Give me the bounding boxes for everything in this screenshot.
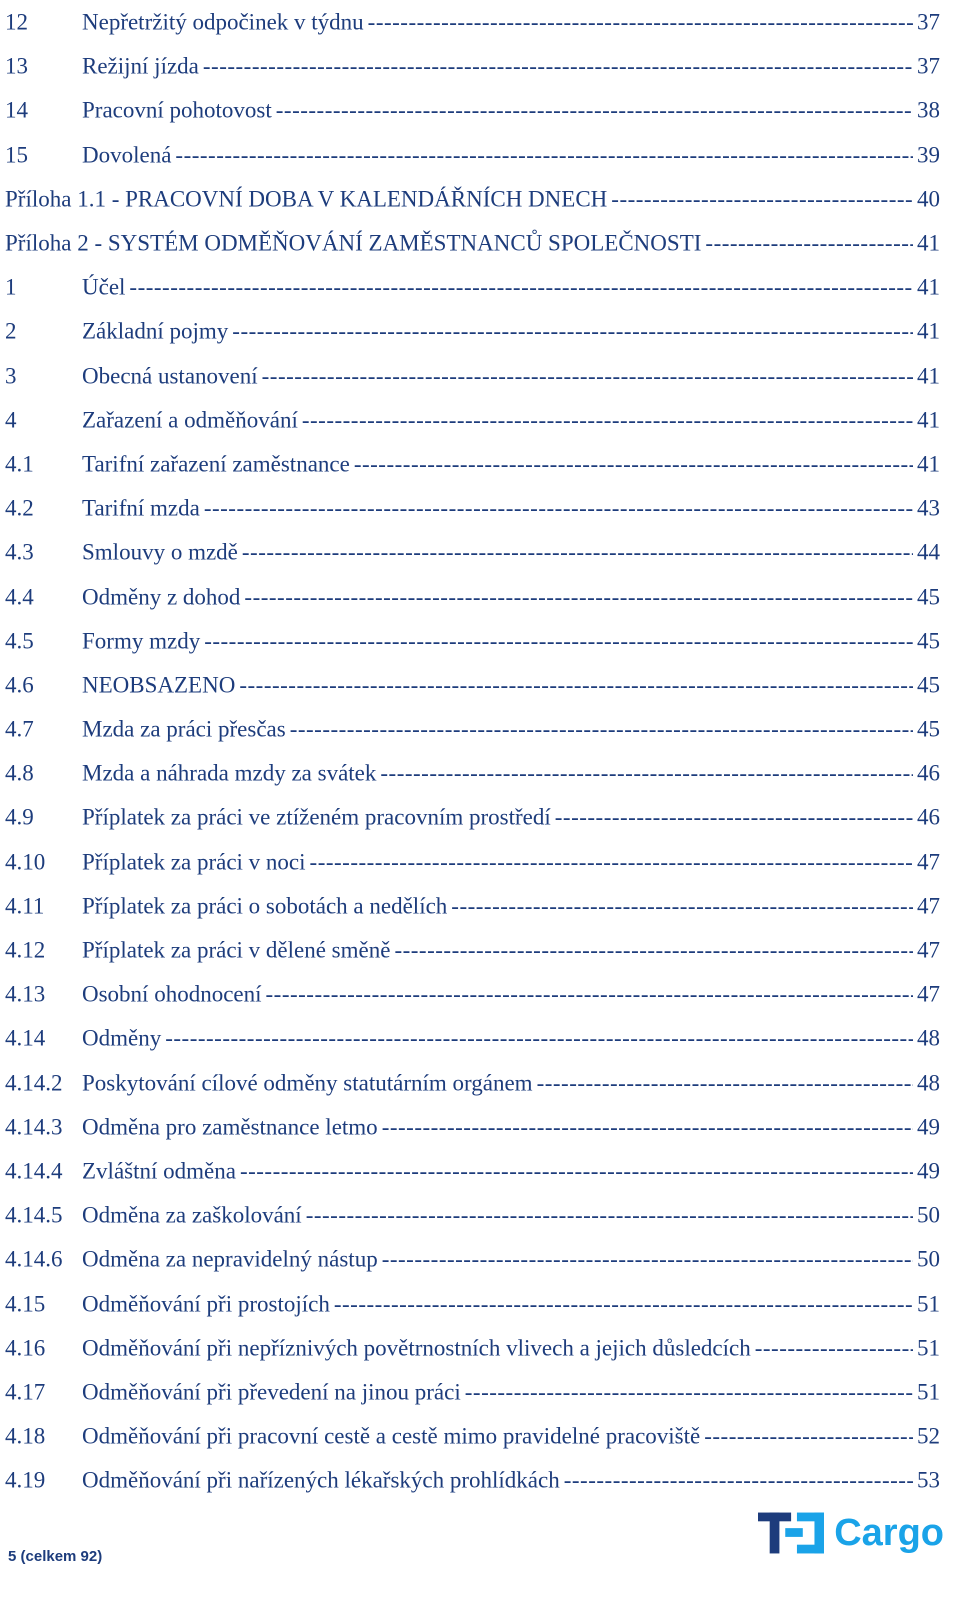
toc-entry-page: 40	[917, 186, 940, 212]
toc-entry[interactable]	[0, 221, 960, 265]
toc-entry-page: 50	[917, 1202, 940, 1228]
toc-entry-title: Odměna za nepravidelný nástup	[82, 1246, 378, 1272]
toc-entry-number: 4.11	[5, 893, 45, 919]
toc-entry-number: 4.15	[5, 1291, 46, 1317]
toc-entry-title: Zvláštní odměna	[82, 1158, 236, 1184]
toc-entry-line	[5, 187, 940, 210]
toc-entry-number: 3	[5, 363, 17, 389]
toc-entry[interactable]	[0, 1370, 960, 1414]
toc-entry-title: Příloha 1.1 - PRACOVNÍ DOBA V KALENDÁŘNÍCH DNECH	[5, 186, 608, 212]
toc-entry-page: 46	[917, 804, 940, 830]
toc-entry-number: 4.3	[5, 539, 34, 565]
toc-entry-title: Osobní ohodnocení	[82, 981, 262, 1007]
toc-dot-leader	[465, 1380, 913, 1403]
toc-entry-line	[82, 11, 940, 34]
toc-entry-number: 4.14.3	[5, 1114, 63, 1140]
toc-entry-page: 50	[917, 1246, 940, 1272]
toc-entry-title: Režijní jízda	[82, 53, 199, 79]
toc-entry-number: 4.14.6	[5, 1246, 63, 1272]
toc-entry-page: 45	[917, 716, 940, 742]
toc-entry[interactable]	[0, 265, 960, 309]
toc-entry-page: 38	[917, 97, 940, 123]
toc-entry-page: 41	[917, 407, 940, 433]
toc-dot-leader	[175, 143, 913, 166]
toc-dot-leader	[203, 55, 913, 78]
toc-entry-page: 51	[917, 1335, 940, 1361]
toc-entry[interactable]	[0, 928, 960, 972]
toc-dot-leader	[310, 850, 913, 873]
toc-entry-page: 41	[917, 230, 940, 256]
toc-entry-page: 41	[917, 318, 940, 344]
toc-dot-leader	[266, 983, 913, 1006]
toc-entry-title: Základní pojmy	[82, 318, 229, 344]
toc-entry-number: 4.10	[5, 849, 46, 875]
toc-entry[interactable]	[0, 133, 960, 177]
toc-entry-line	[82, 1071, 940, 1094]
toc-entry-page: 47	[917, 893, 940, 919]
toc-entry-number: 4.14.5	[5, 1202, 63, 1228]
toc-dot-leader	[394, 939, 913, 962]
toc-entry-line	[82, 99, 940, 122]
toc-entry[interactable]	[0, 1193, 960, 1237]
toc-dot-leader	[165, 1027, 913, 1050]
toc-entry-page: 48	[917, 1070, 940, 1096]
toc-dot-leader	[334, 1292, 913, 1315]
toc-entry-number: 4.8	[5, 760, 34, 786]
toc-entry-number: 4.16	[5, 1335, 46, 1361]
toc-entry-line	[82, 983, 940, 1006]
toc-entry[interactable]	[0, 1105, 960, 1149]
toc-entry-line	[82, 1425, 940, 1448]
toc-entry-line	[82, 1159, 940, 1182]
toc-entry[interactable]	[0, 840, 960, 884]
toc-entry-page: 44	[917, 539, 940, 565]
toc-dot-leader	[242, 541, 913, 564]
toc-entry-line	[82, 1469, 940, 1492]
toc-entry[interactable]	[0, 1326, 960, 1370]
toc-entry-line	[82, 939, 940, 962]
toc-entry-line	[82, 541, 940, 564]
toc-dot-leader	[537, 1071, 913, 1094]
toc-entry-line	[82, 143, 940, 166]
toc-entry-number: 4.12	[5, 937, 46, 963]
toc-dot-leader	[276, 99, 913, 122]
toc-entry[interactable]	[0, 1281, 960, 1325]
toc-entry-title: Příplatek za práci v dělené směně	[82, 937, 391, 963]
toc-dot-leader	[705, 232, 913, 255]
toc-dot-leader	[290, 718, 913, 741]
toc-entry-number: 15	[5, 142, 28, 168]
toc-entry-line	[82, 1336, 940, 1359]
toc-entry-line	[82, 1248, 940, 1271]
toc-entry-number: 14	[5, 97, 28, 123]
toc-entry-title: NEOBSAZENO	[82, 672, 236, 698]
toc-entry-line	[82, 585, 940, 608]
toc-entry-title: Tarifní mzda	[82, 495, 200, 521]
toc-entry[interactable]	[0, 1061, 960, 1105]
toc-dot-leader	[704, 1425, 913, 1448]
toc-entry-line	[82, 850, 940, 873]
toc-entry-line	[82, 497, 940, 520]
toc-entry-page: 48	[917, 1025, 940, 1051]
toc-dot-leader	[239, 673, 913, 696]
toc-dot-leader	[204, 497, 913, 520]
toc-entry-number: 4.14	[5, 1025, 46, 1051]
toc-dot-leader	[204, 629, 913, 652]
toc-entry-line	[82, 408, 940, 431]
toc-entry-page: 51	[917, 1379, 940, 1405]
toc-entry-title: Odměňování při nepříznivých povětrnostních vlivech a jejich důsledcích	[82, 1335, 751, 1361]
toc-entry-title: Obecná ustanovení	[82, 363, 258, 389]
toc-entry-page: 52	[917, 1423, 940, 1449]
toc-entry-line	[82, 452, 940, 475]
toc-entry-line	[82, 1292, 940, 1315]
toc-entry-title: Odměňování při převedení na jinou práci	[82, 1379, 461, 1405]
toc-entry-number: 4.14.4	[5, 1158, 63, 1184]
toc-dot-leader	[354, 452, 913, 475]
toc-entry[interactable]	[0, 972, 960, 1016]
toc-entry-number: 4.17	[5, 1379, 46, 1405]
toc-entry-page: 45	[917, 584, 940, 610]
toc-entry[interactable]	[0, 574, 960, 618]
toc-entry[interactable]	[0, 884, 960, 928]
toc-entry-number: 4.1	[5, 451, 34, 477]
toc-entry[interactable]	[0, 354, 960, 398]
toc-entry-page: 41	[917, 451, 940, 477]
toc-entry-title: Odměna za zaškolování	[82, 1202, 302, 1228]
toc-entry[interactable]	[0, 663, 960, 707]
toc-entry-number: 4.5	[5, 628, 34, 654]
toc-dot-leader	[555, 806, 913, 829]
toc-entry-title: Příplatek za práci ve ztíženém pracovním prostředí	[82, 804, 551, 830]
toc-entry-title: Příplatek za práci o sobotách a nedělích	[82, 893, 448, 919]
toc-entry-number: 4.9	[5, 804, 34, 830]
toc-dot-leader	[611, 187, 913, 210]
toc-entry-number: 13	[5, 53, 28, 79]
toc-dot-leader	[451, 894, 913, 917]
toc-entry-page: 47	[917, 849, 940, 875]
toc-entry[interactable]	[0, 1458, 960, 1502]
toc-entry-number: 1	[5, 274, 17, 300]
toc-entry-page: 39	[917, 142, 940, 168]
toc-dot-leader	[262, 364, 913, 387]
toc-entry[interactable]	[0, 442, 960, 486]
toc-entry-title: Pracovní pohotovost	[82, 97, 272, 123]
toc-entry-line	[82, 320, 940, 343]
toc-entry-title: Příloha 2 - SYSTÉM ODMĚŇOVÁNÍ ZAMĚSTNANCŮ SPOLEČNOSTI	[5, 230, 702, 256]
toc-entry-title: Odměna pro zaměstnance letmo	[82, 1114, 378, 1140]
toc-entry[interactable]	[0, 1016, 960, 1060]
toc-dot-leader	[380, 762, 913, 785]
toc-entry[interactable]	[0, 751, 960, 795]
toc-dot-leader	[244, 585, 913, 608]
toc-entry-number: 2	[5, 318, 17, 344]
toc-entry-line	[82, 1204, 940, 1227]
toc-entry-line	[82, 673, 940, 696]
toc-entry-number: 4.14.2	[5, 1070, 63, 1096]
toc-entry-title: Smlouvy o mzdě	[82, 539, 238, 565]
cd-logo-icon	[758, 1512, 824, 1554]
toc-entry-title: Mzda za práci přesčas	[82, 716, 286, 742]
toc-entry-page: 41	[917, 274, 940, 300]
toc-dot-leader	[755, 1336, 913, 1359]
toc-entry[interactable]	[0, 795, 960, 839]
toc-entry-line	[5, 232, 940, 255]
toc-dot-leader	[129, 276, 913, 299]
toc-entry-title: Poskytování cílové odměny statutárním orgánem	[82, 1070, 533, 1096]
toc-entry-line	[82, 806, 940, 829]
toc-entry[interactable]	[0, 398, 960, 442]
toc-entry-page: 53	[917, 1467, 940, 1493]
toc-entry-line	[82, 718, 940, 741]
toc-entry-number: 4.18	[5, 1423, 46, 1449]
toc-entry-line	[82, 55, 940, 78]
logo-text: Cargo	[834, 1511, 944, 1554]
toc-entry-page: 51	[917, 1291, 940, 1317]
toc-entry-line	[82, 629, 940, 652]
toc-entry-title: Zařazení a odměňování	[82, 407, 298, 433]
toc-dot-leader	[564, 1469, 913, 1492]
toc-entry[interactable]	[0, 88, 960, 132]
toc-entry-title: Odměňování při pracovní cestě a cestě mimo pravidelné pracoviště	[82, 1423, 701, 1449]
toc-entry-title: Příplatek za práci v noci	[82, 849, 306, 875]
toc-entry-title: Odměňování při nařízených lékařských prohlídkách	[82, 1467, 560, 1493]
toc-entry[interactable]	[0, 1237, 960, 1281]
toc-entry-page: 43	[917, 495, 940, 521]
toc-entry[interactable]	[0, 486, 960, 530]
toc-dot-leader	[382, 1115, 913, 1138]
toc-entry-title: Odměny z dohod	[82, 584, 241, 610]
toc-entry-page: 45	[917, 672, 940, 698]
cargo-logo	[758, 1510, 944, 1556]
toc-entry-page: 49	[917, 1114, 940, 1140]
toc-entry-line	[82, 276, 940, 299]
toc-dot-leader	[240, 1159, 913, 1182]
toc-entry-page: 49	[917, 1158, 940, 1184]
toc-entry-line	[82, 1115, 940, 1138]
toc-dot-leader	[382, 1248, 913, 1271]
toc-entry-line	[82, 1380, 940, 1403]
toc-entry-page: 46	[917, 760, 940, 786]
toc-entry-number: 4.2	[5, 495, 34, 521]
toc-entry-number: 4.13	[5, 981, 46, 1007]
toc-entry-page: 37	[917, 9, 940, 35]
toc-entry-page: 37	[917, 53, 940, 79]
toc-entry-number: 4.19	[5, 1467, 46, 1493]
toc-entry-title: Účel	[82, 274, 126, 300]
toc-entry-title: Odměňování při prostojích	[82, 1291, 330, 1317]
toc-entry[interactable]	[0, 0, 960, 44]
toc-dot-leader	[306, 1204, 913, 1227]
toc-entry-title: Nepřetržitý odpočinek v týdnu	[82, 9, 364, 35]
toc-entry-page: 47	[917, 981, 940, 1007]
toc-entry-line	[82, 364, 940, 387]
toc-entry-title: Dovolená	[82, 142, 172, 168]
toc-entry[interactable]	[0, 44, 960, 88]
toc-entry-title: Formy mzdy	[82, 628, 201, 654]
toc-dot-leader	[302, 408, 913, 431]
toc-entry[interactable]	[0, 707, 960, 751]
toc-entry-line	[82, 762, 940, 785]
toc-entry-number: 4.4	[5, 584, 34, 610]
toc-entry-title: Tarifní zařazení zaměstnance	[82, 451, 350, 477]
toc-dot-leader	[368, 11, 913, 34]
toc-entry-line	[82, 1027, 940, 1050]
toc-entry-title: Mzda a náhrada mzdy za svátek	[82, 760, 377, 786]
toc-entry-page: 41	[917, 363, 940, 389]
toc-entry-number: 12	[5, 9, 28, 35]
toc-entry-number: 4	[5, 407, 17, 433]
toc-entry-line	[82, 894, 940, 917]
page-number: 5 (celkem 92)	[8, 1548, 103, 1565]
toc-entry[interactable]	[0, 1149, 960, 1193]
toc-entry[interactable]	[0, 309, 960, 353]
toc-entry-number: 4.6	[5, 672, 34, 698]
toc-entry-page: 47	[917, 937, 940, 963]
toc-entry[interactable]	[0, 1414, 960, 1458]
toc-entry[interactable]	[0, 619, 960, 663]
toc-entry[interactable]	[0, 530, 960, 574]
toc-entry-title: Odměny	[82, 1025, 162, 1051]
toc-dot-leader	[232, 320, 913, 343]
toc-entry[interactable]	[0, 177, 960, 221]
toc-entry-number: 4.7	[5, 716, 34, 742]
toc-entry-page: 45	[917, 628, 940, 654]
